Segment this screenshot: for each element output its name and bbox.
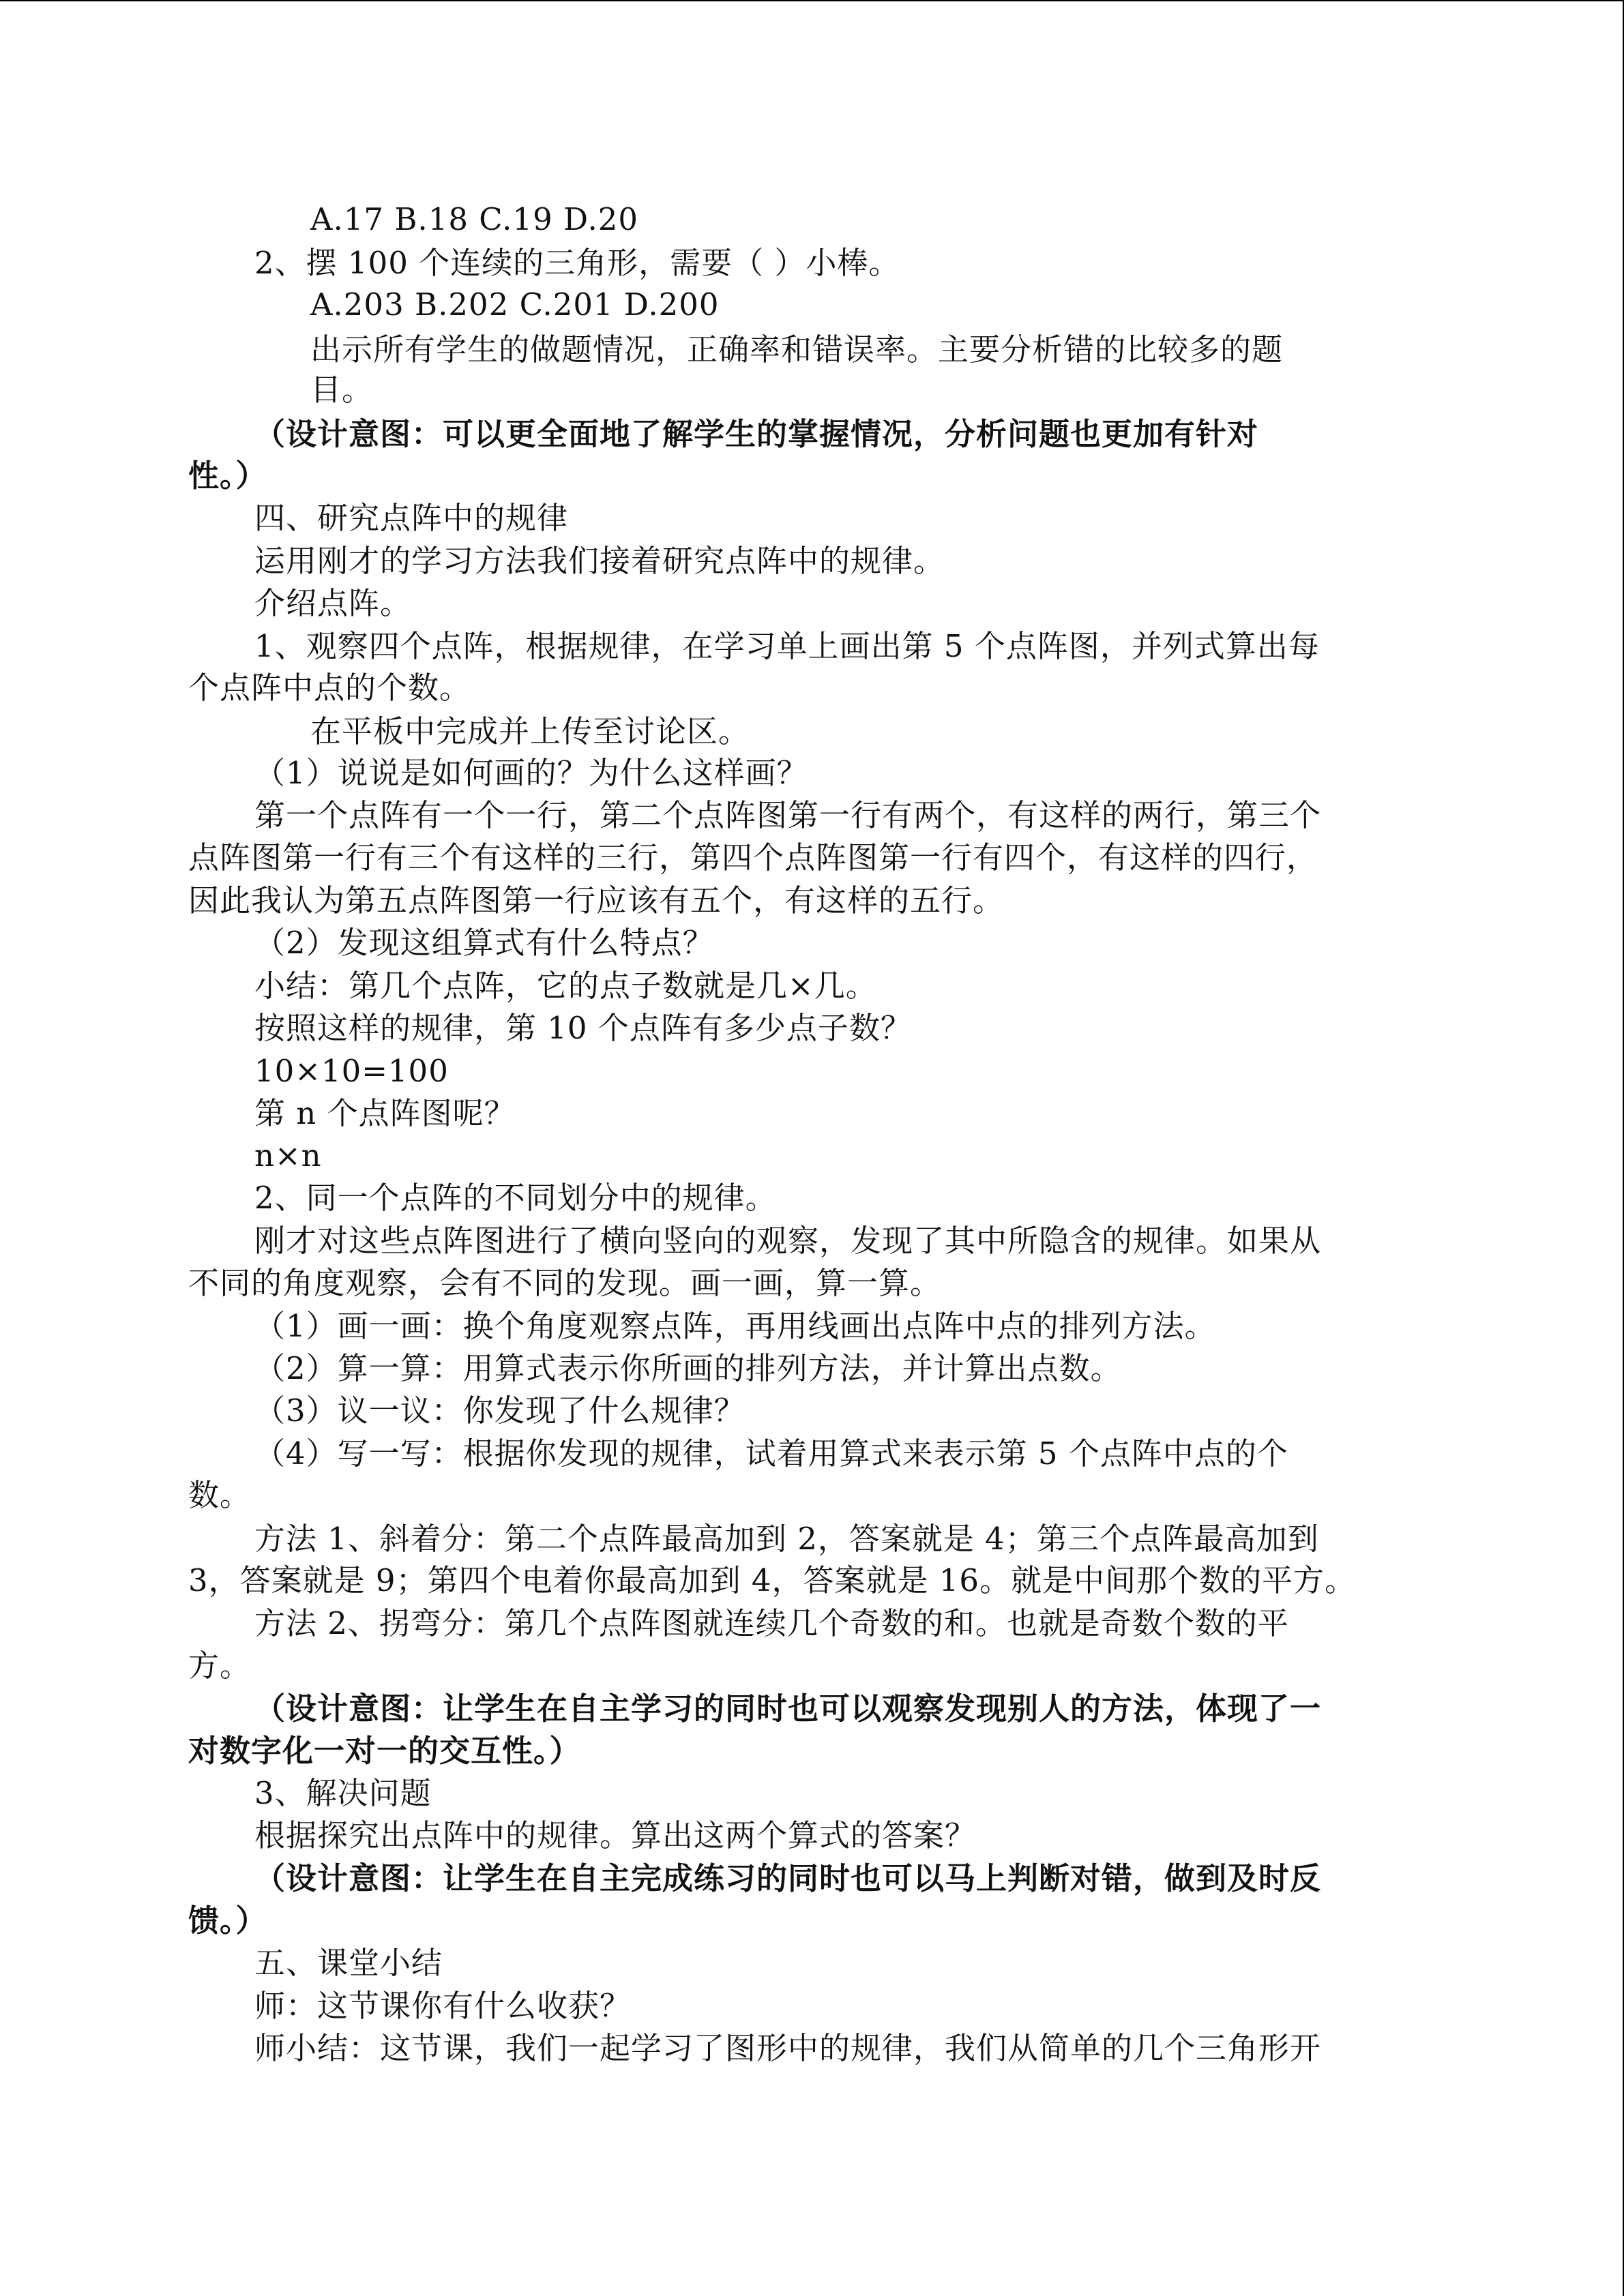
paragraph-line: 10×10=100 bbox=[254, 1053, 449, 1089]
paragraph-line: 方法 1、斜着分：第二个点阵最高加到 2，答案就是 4；第三个点阵最高加到 bbox=[254, 1521, 1319, 1557]
design-intent-line: 对数字化一对一的交互性。） bbox=[188, 1733, 581, 1769]
paragraph-line: 介绍点阵。 bbox=[254, 585, 412, 621]
paragraph-line: 师小结：这节课，我们一起学习了图形中的规律，我们从简单的几个三角形开 bbox=[254, 2030, 1322, 2066]
paragraph-line: 数。 bbox=[188, 1477, 252, 1513]
paragraph-line: 点阵图第一行有三个有这样的三行，第四个点阵图第一行有四个，有这样的四行， bbox=[188, 839, 1318, 876]
paragraph-line: （1）说说是如何画的？为什么这样画？ bbox=[254, 755, 808, 791]
paragraph-line: 方法 2、拐弯分：第几个点阵图就连续几个奇数的和。也就是奇数个数的平 bbox=[254, 1605, 1289, 1641]
paragraph-line: 第 n 个点阵图呢？ bbox=[254, 1095, 516, 1131]
paragraph-line: 1、观察四个点阵，根据规律，在学习单上画出第 5 个点阵图，并列式算出每 bbox=[254, 628, 1320, 664]
paragraph-line: n×n bbox=[254, 1137, 322, 1174]
section-heading: 3、解决问题 bbox=[254, 1775, 432, 1811]
paragraph-line: 按照这样的规律，第 10 个点阵有多少点子数？ bbox=[254, 1010, 912, 1046]
paragraph-line: 目。 bbox=[310, 372, 374, 408]
design-intent-line: 馈。） bbox=[188, 1903, 267, 1939]
section-heading: 五、课堂小结 bbox=[254, 1945, 443, 1981]
paragraph-line: 个点阵中点的个数。 bbox=[188, 670, 471, 706]
design-intent-line: 性。） bbox=[188, 458, 267, 494]
paragraph-line: 不同的角度观察，会有不同的发现。画一画，算一算。 bbox=[188, 1265, 942, 1301]
paragraph-line: 师：这节课你有什么收获？ bbox=[254, 1988, 632, 2024]
design-intent-line: （设计意图：让学生在自主完成练习的同时也可以马上判断对错，做到及时反 bbox=[254, 1860, 1322, 1896]
paragraph-line: 第一个点阵有一个一行，第二个点阵图第一行有两个，有这样的两行，第三个 bbox=[254, 797, 1322, 833]
paragraph-line: 出示所有学生的做题情况，正确率和错误率。主要分析错的比较多的题 bbox=[310, 331, 1284, 368]
paragraph-line: 根据探究出点阵中的规律。算出这两个算式的答案？ bbox=[254, 1817, 977, 1853]
section-heading: 四、研究点阵中的规律 bbox=[254, 500, 569, 536]
paragraph-line: 在平板中完成并上传至讨论区。 bbox=[310, 713, 750, 749]
answer-options-2: A.203 B.202 C.201 D.200 bbox=[310, 286, 720, 323]
paragraph-line: 刚才对这些点阵图进行了横向竖向的观察，发现了其中所隐含的规律。如果从 bbox=[254, 1223, 1322, 1259]
paragraph-line: （2）算一算：用算式表示你所画的排列方法，并计算出点数。 bbox=[254, 1350, 1122, 1386]
paragraph-line: 2、同一个点阵的不同划分中的规律。 bbox=[254, 1180, 777, 1216]
paragraph-line: （4）写一写：根据你发现的规律，试着用算式来表示第 5 个点阵中点的个 bbox=[254, 1435, 1288, 1472]
answer-options-1: A.17 B.18 C.19 D.20 bbox=[310, 201, 639, 237]
question-2: 2、摆 100 个连续的三角形，需要（ ）小棒。 bbox=[254, 245, 900, 281]
paragraph-line: 3，答案就是 9；第四个电着你最高加到 4，答案就是 16。就是中间那个数的平方。 bbox=[188, 1562, 1357, 1598]
paragraph-line: （2）发现这组算式有什么特点？ bbox=[254, 925, 714, 961]
design-intent-line: （设计意图：可以更全面地了解学生的掌握情况，分析问题也更加有针对 bbox=[254, 416, 1259, 452]
paragraph-line: 因此我认为第五点阵图第一行应该有五个，有这样的五行。 bbox=[188, 882, 1005, 919]
paragraph-line: 小结：第几个点阵，它的点子数就是几×几。 bbox=[254, 968, 877, 1004]
paragraph-line: 方。 bbox=[188, 1648, 252, 1684]
design-intent-line: （设计意图：让学生在自主学习的同时也可以观察发现别人的方法，体现了一 bbox=[254, 1690, 1322, 1727]
paragraph-line: （1）画一画：换个角度观察点阵，再用线画出点阵中点的排列方法。 bbox=[254, 1308, 1216, 1344]
paragraph-line: 运用刚才的学习方法我们接着研究点阵中的规律。 bbox=[254, 543, 945, 579]
paragraph-line: （3）议一议：你发现了什么规律？ bbox=[254, 1392, 745, 1429]
